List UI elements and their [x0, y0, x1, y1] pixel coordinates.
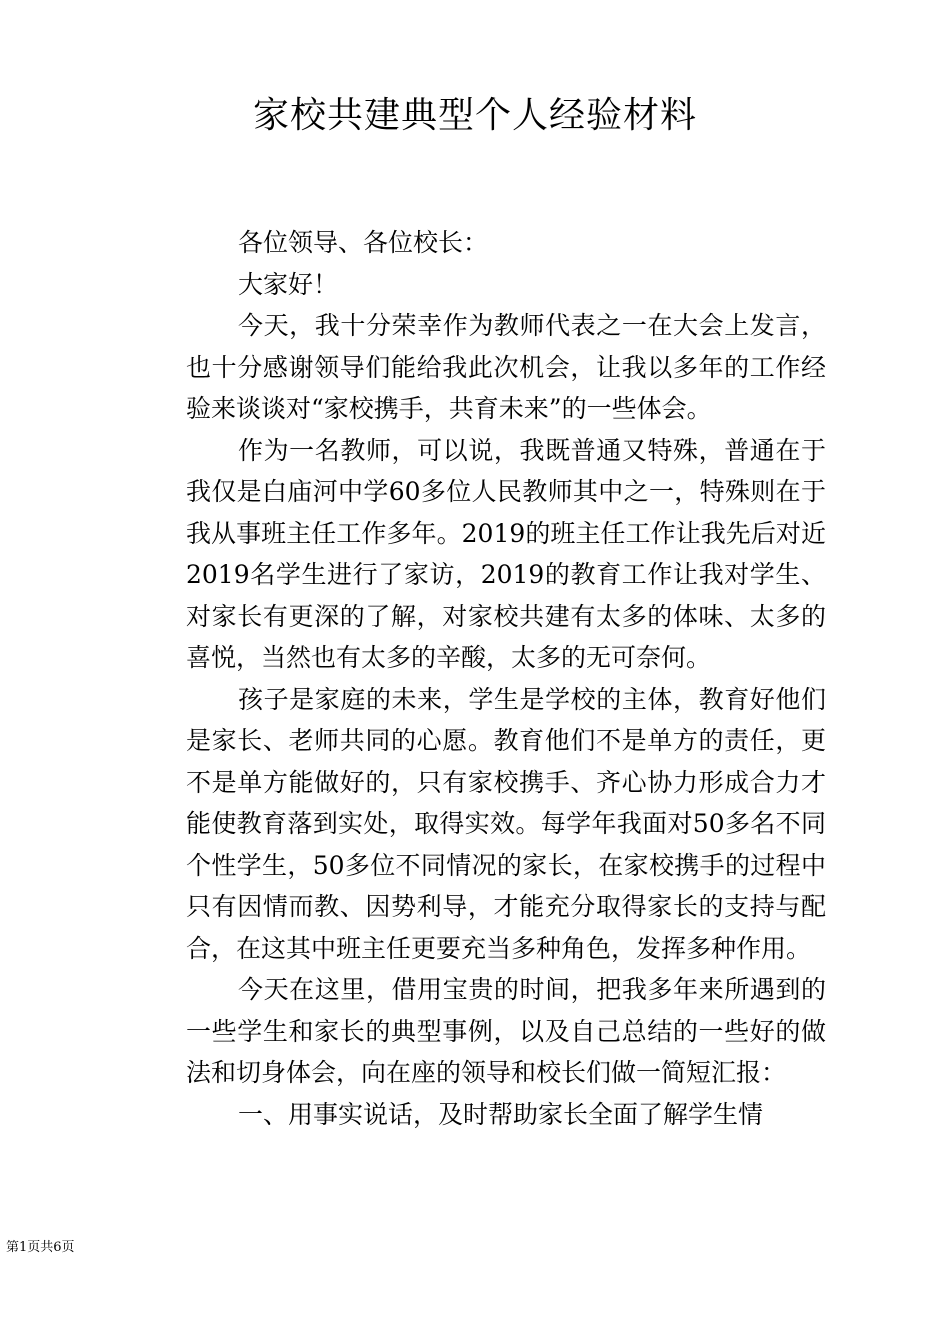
- salutation: 各位领导、各位校长：: [238, 228, 489, 257]
- document-title: 家校共建典型个人经验材料: [252, 95, 697, 136]
- greeting: 大家好！: [238, 269, 339, 299]
- document-body: [186, 222, 826, 1135]
- paragraph: 作为一名教师，可以说，我既普通又特殊，普通在于我仅是白庙河中学60多位人民教师其中之一，特殊则在于我从事班主任工作多年。2019的班主任工作让我先后对近2019名学生进行了家访，2019的教育工作让我对学生、对家长有更深的了解，对家校共建有太多的体味、太多的喜悦，当然也有太多的辛酸，太多的无可奈何。: [186, 435, 826, 672]
- section-heading: 一、用事实说话，及时帮助家长全面了解学生情: [238, 1099, 764, 1129]
- paragraph: 今天，我十分荣幸作为教师代表之一在大会上发言，也十分感谢领导们能给我此次机会，让我以多年的工作经验来谈谈对“家校携手，共育未来”的一些体会。: [186, 311, 826, 423]
- page-number: 第1页共6页: [6, 1240, 75, 1255]
- paragraph: 孩子是家庭的未来，学生是学校的主体，教育好他们是家长、老师共同的心愿。教育他们不是单方的责任，更不是单方能做好的，只有家校携手、齐心协力形成合力才能使教育落到实处，取得实效。每学年我面对50多名不同个性学生，50多位不同情况的家长，在家校携手的过程中只有因情而教、因势利导，才能充分取得家长的支持与配合，在这其中班主任更要充当多种角色，发挥多种作用。: [186, 684, 826, 963]
- paragraph: 今天在这里，借用宝贵的时间，把我多年来所遇到的一些学生和家长的典型事例，以及自己总结的一些好的做法和切身体会，向在座的领导和校长们做一简短汇报：: [186, 975, 826, 1087]
